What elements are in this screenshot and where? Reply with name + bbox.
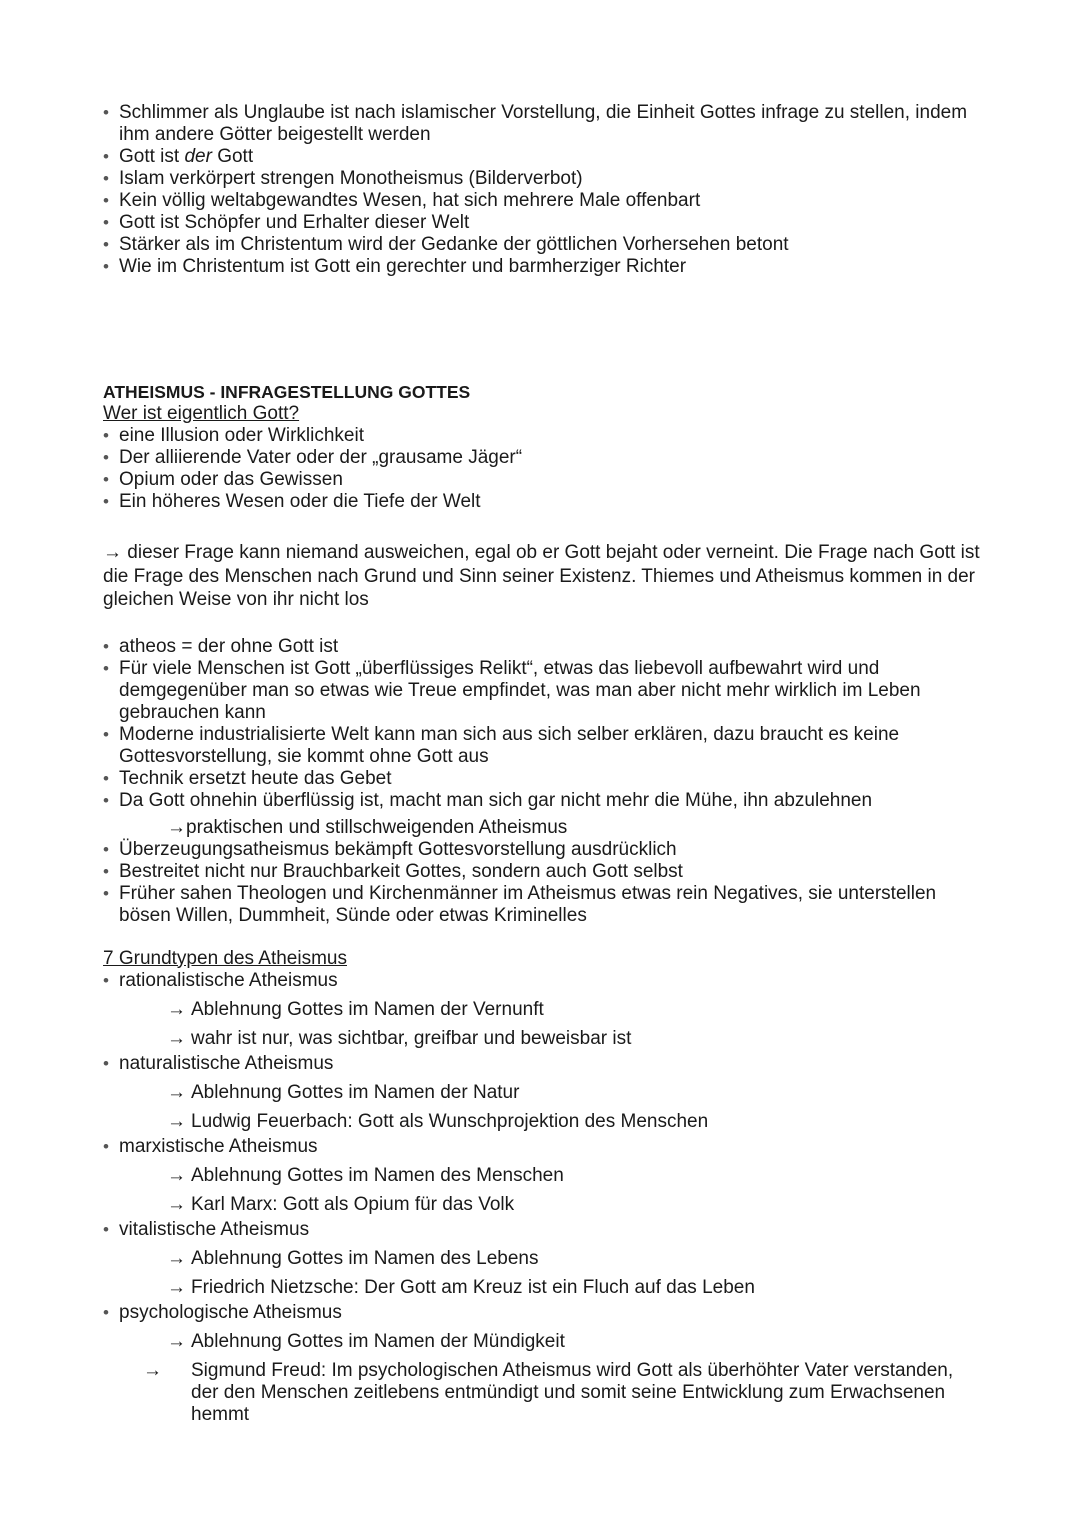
explanation-paragraph	[103, 541, 983, 612]
detail-text: Ablehnung Gottes im Namen der Vernunft	[191, 998, 544, 1020]
atheism-types-list	[103, 970, 983, 1426]
list-item: • Der alliierende Vater oder der „grausame Jäger“	[103, 447, 983, 469]
detail-text: Ablehnung Gottes im Namen des Menschen	[191, 1164, 564, 1186]
type-detail	[103, 1277, 983, 1299]
arrow-icon: →	[167, 1193, 186, 1215]
type-detail	[103, 1360, 983, 1426]
arrow-icon: →	[167, 1110, 186, 1132]
arrow-text: praktischen und stillschweigenden Atheismus	[186, 816, 568, 838]
type-name: • rationalistische Atheismus	[103, 970, 983, 992]
type-name: • vitalistische Atheismus	[103, 1219, 983, 1241]
type-detail	[103, 1331, 983, 1353]
list-item: • Islam verkörpert strengen Monotheismus (Bilderverbot)	[103, 168, 983, 190]
atheism-type	[103, 970, 983, 1050]
type-detail	[103, 1165, 983, 1187]
type-detail	[103, 1028, 983, 1050]
list-item: • Überzeugungsatheismus bekämpft Gottesvorstellung ausdrücklich	[103, 839, 983, 861]
list-item: • Ein höheres Wesen oder die Tiefe der Welt	[103, 491, 983, 513]
arrow-icon: →	[167, 816, 186, 838]
type-detail	[103, 1248, 983, 1270]
type-detail	[103, 1082, 983, 1104]
arrow-icon: →	[103, 542, 122, 563]
type-detail	[103, 1194, 983, 1216]
subsection-title: Wer ist eigentlich Gott?	[103, 403, 300, 424]
arrow-icon: →	[143, 1359, 162, 1381]
detail-text: Ablehnung Gottes im Namen der Natur	[191, 1081, 520, 1103]
list-item: • Stärker als im Christentum wird der Gedanke der göttlichen Vorhersehen betont	[103, 234, 983, 256]
type-detail	[103, 1111, 983, 1133]
type-name: • psychologische Atheismus	[103, 1302, 983, 1324]
detail-text: Friedrich Nietzsche: Der Gott am Kreuz ist ein Fluch auf das Leben	[191, 1276, 755, 1298]
emphasis-text: der	[184, 146, 212, 167]
subsection-title: 7 Grundtypen des Atheismus	[103, 947, 347, 969]
list-item: • Opium oder das Gewissen	[103, 469, 983, 491]
arrow-conclusion	[103, 817, 983, 839]
list-item: • Da Gott ohnehin überflüssig ist, macht man sich gar nicht mehr die Mühe, ihn abzulehnen	[103, 790, 983, 812]
list-item: • Kein völlig weltabgewandtes Wesen, hat sich mehrere Male offenbart	[103, 190, 983, 212]
question-list	[103, 425, 983, 513]
islam-god-list	[103, 102, 983, 278]
arrow-icon: →	[167, 1081, 186, 1103]
text-run: Gott	[211, 146, 254, 167]
type-detail	[103, 999, 983, 1021]
list-item: • Technik ersetzt heute das Gebet	[103, 768, 983, 790]
document-page	[103, 102, 983, 1426]
detail-text: Ablehnung Gottes im Namen des Lebens	[191, 1247, 539, 1269]
list-item: • Moderne industrialisierte Welt kann man sich aus sich selber erklären, dazu braucht es keine Gottesvorstellung, sie kommt ohne Gott aus	[103, 724, 983, 768]
atheism-points-list	[103, 636, 983, 812]
atheism-type	[103, 1053, 983, 1133]
arrow-icon: →	[167, 1330, 186, 1352]
type-name: • naturalistische Atheismus	[103, 1053, 983, 1075]
atheism-type	[103, 1136, 983, 1216]
list-item: • Wie im Christentum ist Gott ein gerechter und barmherziger Richter	[103, 256, 983, 278]
list-item: • Für viele Menschen ist Gott „überflüssiges Relikt“, etwas das liebevoll aufbewahrt wird und demgegenüber man so etwas wie Treue empfindet, was man aber nicht mehr wirklich im Leben gebrauchen kann	[103, 658, 983, 724]
arrow-icon: →	[167, 1027, 186, 1049]
section-heading: ATHEISMUS - INFRAGESTELLUNG GOTTES	[103, 382, 471, 402]
arrow-icon: →	[167, 1276, 186, 1298]
paragraph-text: dieser Frage kann niemand ausweichen, egal ob er Gott bejaht oder verneint. Die Frage nach Gott ist die Frage des Menschen nach Grund und Sinn seiner Existenz. Thiemes und Atheismus kommen in der gleichen Weise von ihr nicht los	[103, 542, 980, 610]
detail-text: Karl Marx: Gott als Opium für das Volk	[191, 1193, 515, 1215]
atheism-type	[103, 1302, 983, 1426]
list-item: • Gott ist Schöpfer und Erhalter dieser Welt	[103, 212, 983, 234]
atheism-points-list-continued	[103, 839, 983, 927]
text-run: Gott ist	[119, 146, 185, 167]
list-item: • Bestreitet nicht nur Brauchbarkeit Gottes, sondern auch Gott selbst	[103, 861, 983, 883]
arrow-icon: →	[167, 998, 186, 1020]
list-item: • Schlimmer als Unglaube ist nach islamischer Vorstellung, die Einheit Gottes infrage zu stellen, indem ihm andere Götter beigestellt werden	[103, 102, 983, 146]
arrow-icon: →	[167, 1247, 186, 1269]
list-item: • eine Illusion oder Wirklichkeit	[103, 425, 983, 447]
atheism-type	[103, 1219, 983, 1299]
detail-text: Sigmund Freud: Im psychologischen Atheismus wird Gott als überhöhter Vater verstanden, der den Menschen zeitlebens entmündigt und somit seine Entwicklung zum Erwachsenen hemmt	[191, 1359, 954, 1425]
detail-text: Ablehnung Gottes im Namen der Mündigkeit	[191, 1330, 565, 1352]
detail-text: wahr ist nur, was sichtbar, greifbar und beweisbar ist	[191, 1027, 632, 1049]
detail-text: Ludwig Feuerbach: Gott als Wunschprojektion des Menschen	[191, 1110, 709, 1132]
list-item: • atheos = der ohne Gott ist	[103, 636, 983, 658]
list-item	[103, 146, 983, 168]
list-item: • Früher sahen Theologen und Kirchenmänner im Atheismus etwas rein Negatives, sie unterstellen bösen Willen, Dummheit, Sünde oder etwas Kriminelles	[103, 883, 983, 927]
arrow-icon: →	[167, 1164, 186, 1186]
type-name: • marxistische Atheismus	[103, 1136, 983, 1158]
